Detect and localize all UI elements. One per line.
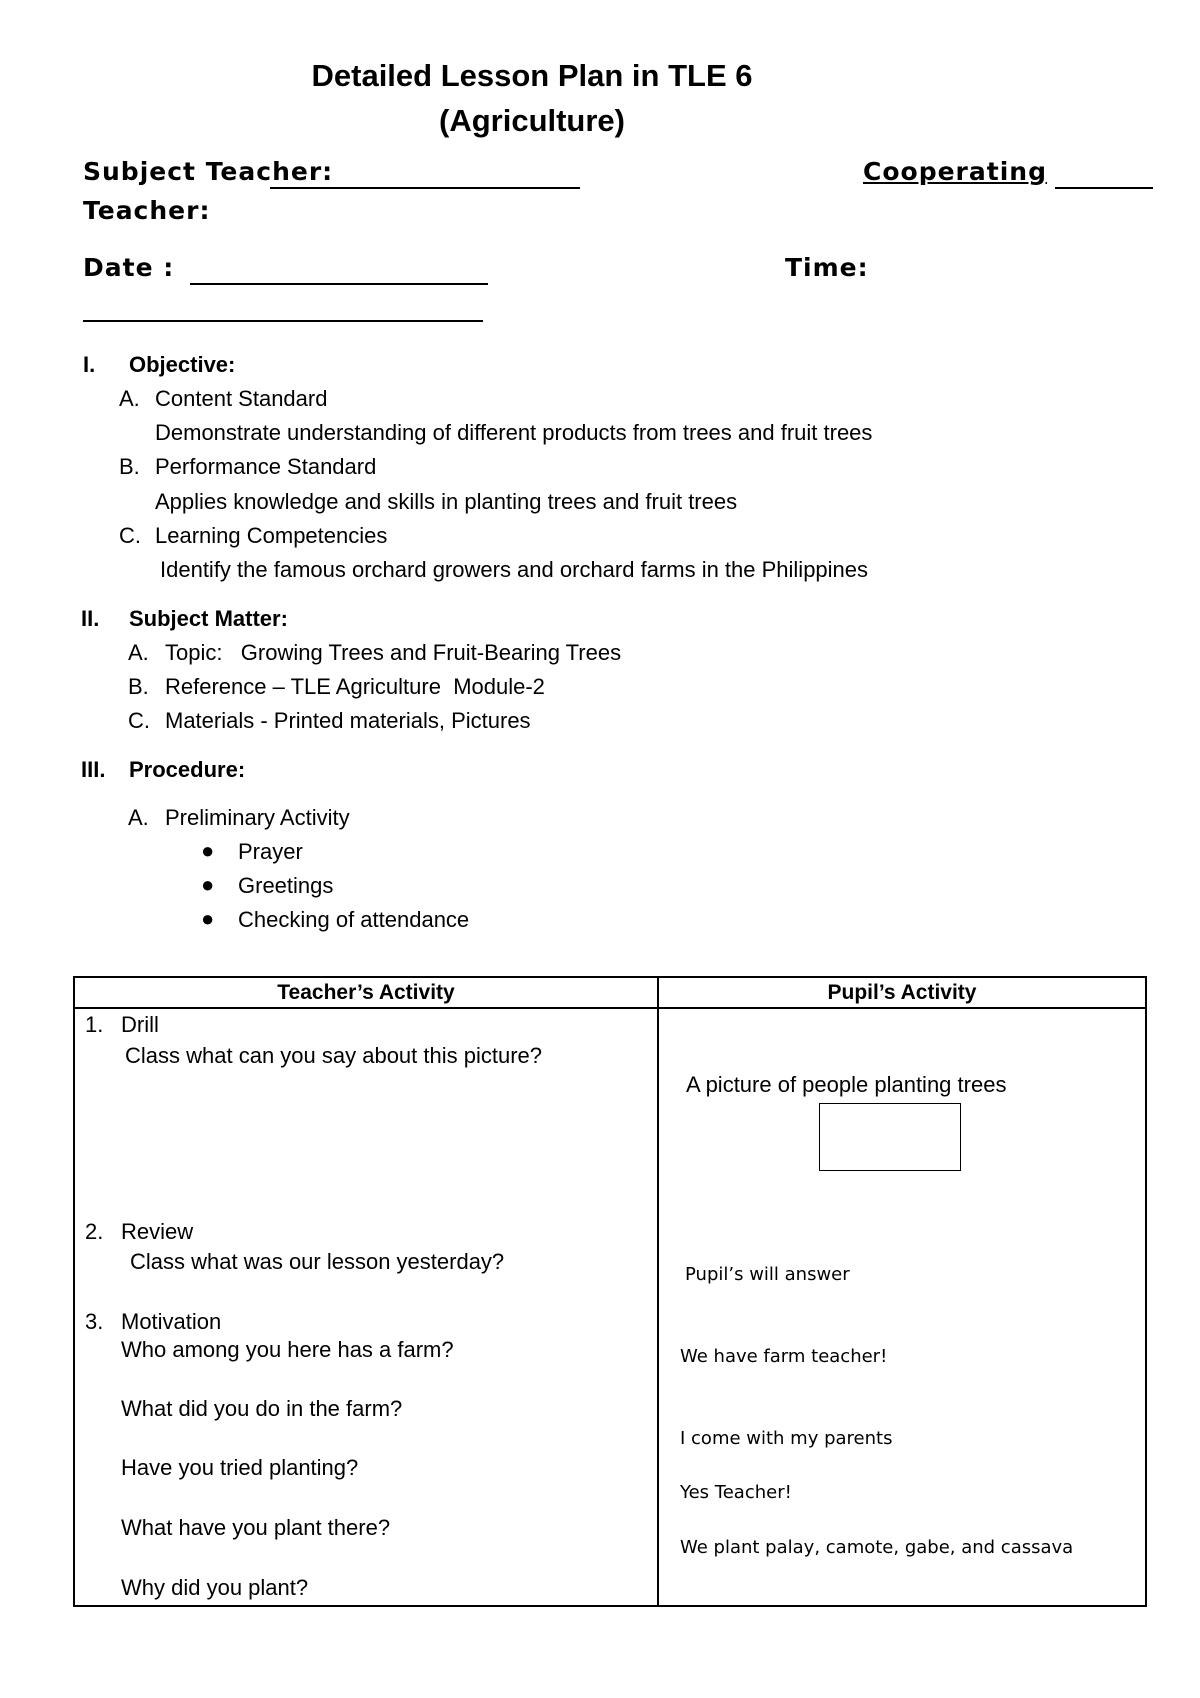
drill-answer: A picture of people planting trees <box>686 1072 1007 1097</box>
objective-letter-b: B. <box>119 454 140 479</box>
subject-teacher-blank <box>270 187 580 189</box>
performance-standard-detail: Applies knowledge and skills in planting trees and fruit trees <box>155 489 738 514</box>
pupil-activity-cell <box>658 1008 1146 1606</box>
bullet-attendance: Checking of attendance <box>238 907 470 932</box>
drill-question: Class what can you say about this picture? <box>125 1043 543 1068</box>
picture-placeholder <box>819 1103 961 1171</box>
document-title: Detailed Lesson Plan in TLE 6 <box>311 58 753 93</box>
topic-text: Topic: Growing Trees and Fruit-Bearing Trees <box>165 640 622 665</box>
content-standard-label: Content Standard <box>155 386 328 411</box>
subject-matter-numeral: II. <box>81 606 100 631</box>
drill-label: Drill <box>121 1012 159 1037</box>
cooperating-label: Cooperating <box>863 157 1047 186</box>
motivation-answer: I come with my parents <box>680 1428 893 1449</box>
cooperating-blank <box>1055 187 1153 189</box>
motivation-question: What have you plant there? <box>121 1515 391 1540</box>
objective-numeral: I. <box>83 352 96 377</box>
learning-competencies-detail: Identify the famous orchard growers and orchard farms in the Philippines <box>160 557 869 582</box>
subject-matter-heading: Subject Matter: <box>129 606 288 631</box>
bullet-greetings: Greetings <box>238 873 334 898</box>
reference-text: Reference – TLE Agriculture Module-2 <box>165 674 545 699</box>
date-blank <box>190 283 488 285</box>
motivation-number: 3. <box>85 1309 104 1334</box>
motivation-question: Why did you plant? <box>121 1575 309 1600</box>
performance-standard-label: Performance Standard <box>155 454 377 479</box>
motivation-question: Who among you here has a farm? <box>121 1337 454 1362</box>
review-answer: Pupil’s will answer <box>685 1264 850 1285</box>
pupil-activity-header: Pupil’s Activity <box>658 977 1146 1008</box>
motivation-answer: We have farm teacher! <box>680 1346 888 1367</box>
subject-letter-a: A. <box>128 640 149 665</box>
motivation-label: Motivation <box>121 1309 222 1334</box>
objective-heading: Objective: <box>129 352 236 377</box>
time-blank <box>83 320 483 322</box>
content-standard-detail: Demonstrate understanding of different products from trees and fruit trees <box>155 420 873 445</box>
review-question: Class what was our lesson yesterday? <box>130 1249 505 1274</box>
motivation-question: What did you do in the farm? <box>121 1396 403 1421</box>
objective-letter-c: C. <box>119 523 141 548</box>
subject-teacher-label: Subject Teacher: <box>83 157 334 186</box>
activity-table <box>73 976 1147 1607</box>
learning-competencies-label: Learning Competencies <box>155 523 388 548</box>
document-subtitle: (Agriculture) <box>439 103 625 138</box>
motivation-answer: We plant palay, camote, gabe, and cassava <box>680 1537 1074 1558</box>
subject-letter-b: B. <box>128 674 149 699</box>
bullet-icon: ● <box>201 906 215 931</box>
motivation-question: Have you tried planting? <box>121 1455 359 1480</box>
procedure-heading: Procedure: <box>129 757 246 782</box>
bullet-icon: ● <box>201 872 215 897</box>
motivation-answer: Yes Teacher! <box>680 1482 792 1503</box>
bullet-prayer: Prayer <box>238 839 303 864</box>
time-label: Time: <box>785 253 869 282</box>
subject-letter-c: C. <box>128 708 150 733</box>
date-label: Date : <box>83 253 175 282</box>
drill-number: 1. <box>85 1012 104 1037</box>
materials-text: Materials - Printed materials, Pictures <box>165 708 531 733</box>
preliminary-activity-label: Preliminary Activity <box>165 805 350 830</box>
teacher-activity-cell <box>74 1008 658 1606</box>
procedure-numeral: III. <box>81 757 106 782</box>
bullet-icon: ● <box>201 838 215 863</box>
objective-letter-a: A. <box>119 386 140 411</box>
review-label: Review <box>121 1219 194 1244</box>
review-number: 2. <box>85 1219 104 1244</box>
teacher-activity-header: Teacher’s Activity <box>74 977 658 1008</box>
teacher-label: Teacher: <box>83 196 211 225</box>
preliminary-letter: A. <box>128 805 149 830</box>
